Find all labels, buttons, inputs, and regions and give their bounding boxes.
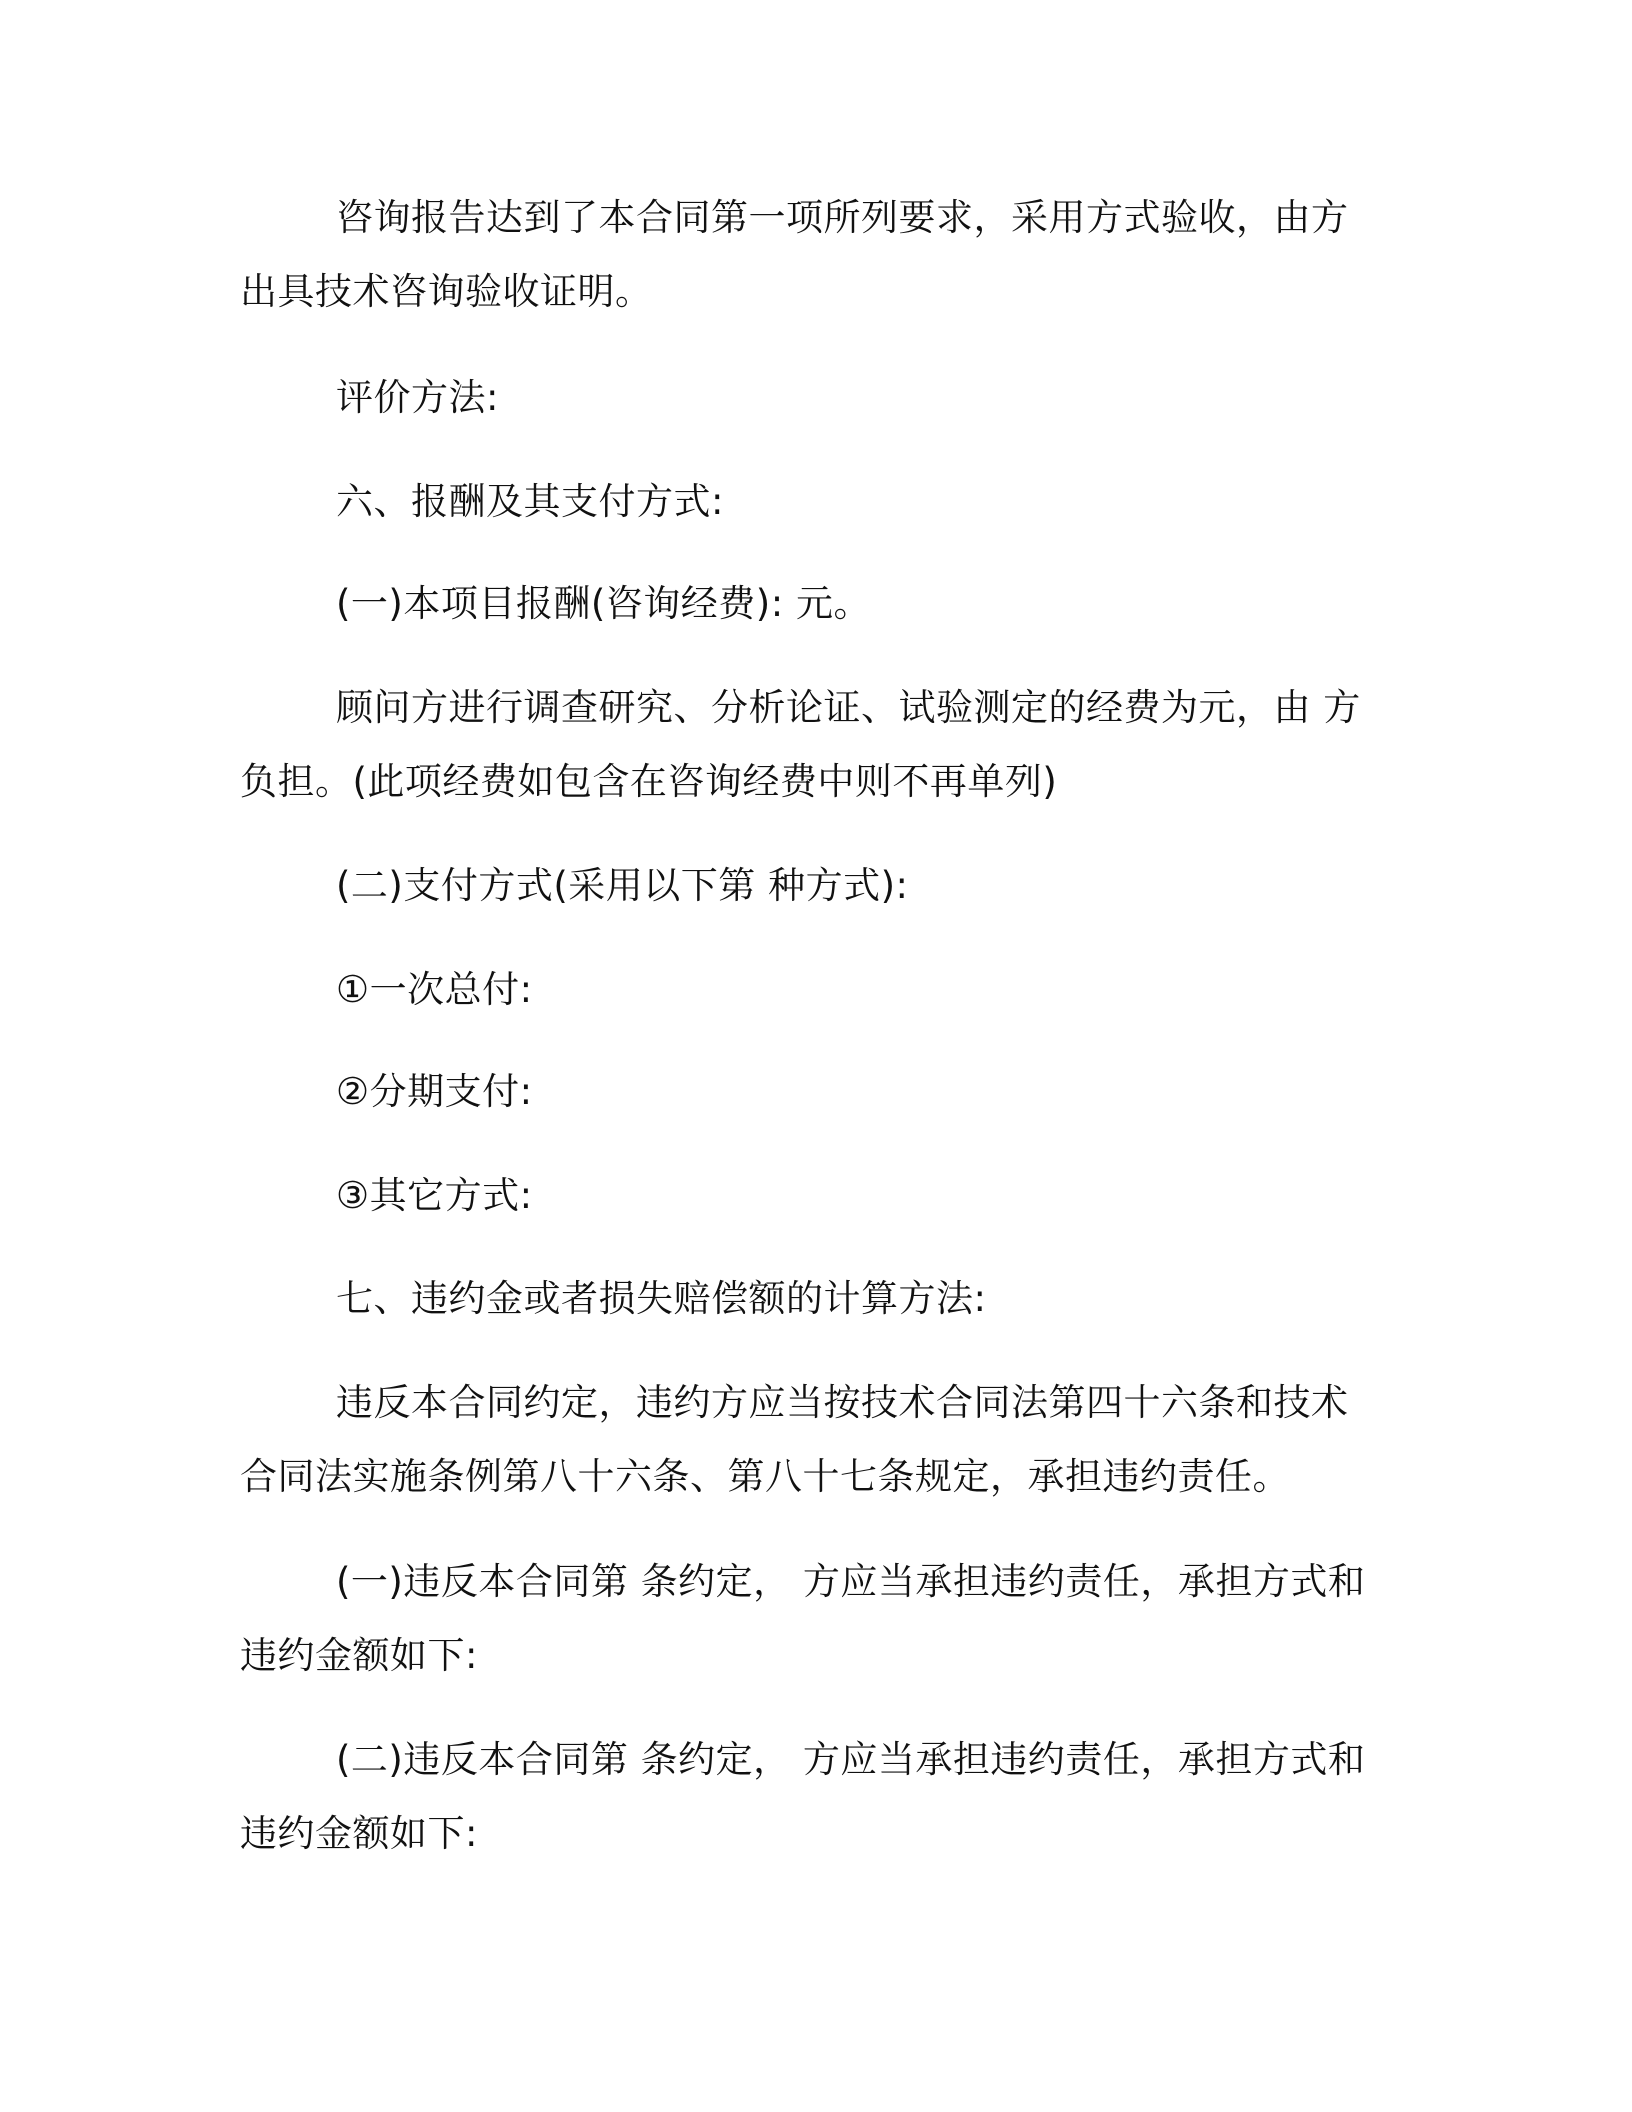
paragraph-breach-clause-2: (二)违反本合同第 条约定， 方应当承担违约责任，承担方式和违约金额如下: bbox=[240, 1738, 1366, 1855]
paragraph-payment-method: (二)支付方式(采用以下第 种方式): bbox=[336, 864, 909, 907]
paragraph-breach-liability: 违反本合同约定，违约方应当按技术合同法第四十六条和技术合同法实施条例第八十六条、第八十七条规定，承担违约责任。 bbox=[240, 1381, 1349, 1498]
paragraph-breach-clause-1: (一)违反本合同第 条约定， 方应当承担违约责任，承担方式和违约金额如下: bbox=[240, 1560, 1366, 1677]
paragraph-project-fee: (一)本项目报酬(咨询经费): 元。 bbox=[336, 582, 871, 625]
list-item-lump-sum: ①一次总付: bbox=[336, 968, 533, 1011]
section-heading-penalty: 七、违约金或者损失赔偿额的计算方法: bbox=[336, 1277, 987, 1320]
paragraph-acceptance: 咨询报告达到了本合同第一项所列要求，采用方式验收，由方出具技术咨询验收证明。 bbox=[240, 196, 1349, 313]
section-heading-payment: 六、报酬及其支付方式: bbox=[336, 480, 724, 523]
paragraph-evaluation-method: 评价方法: bbox=[336, 376, 499, 419]
list-item-installments: ②分期支付: bbox=[336, 1070, 533, 1113]
paragraph-research-expenses: 顾问方进行调查研究、分析论证、试验测定的经费为元，由 方负担。(此项经费如包含在咨询经费中则不再单列) bbox=[240, 686, 1361, 803]
list-item-other-method: ③其它方式: bbox=[336, 1174, 533, 1217]
